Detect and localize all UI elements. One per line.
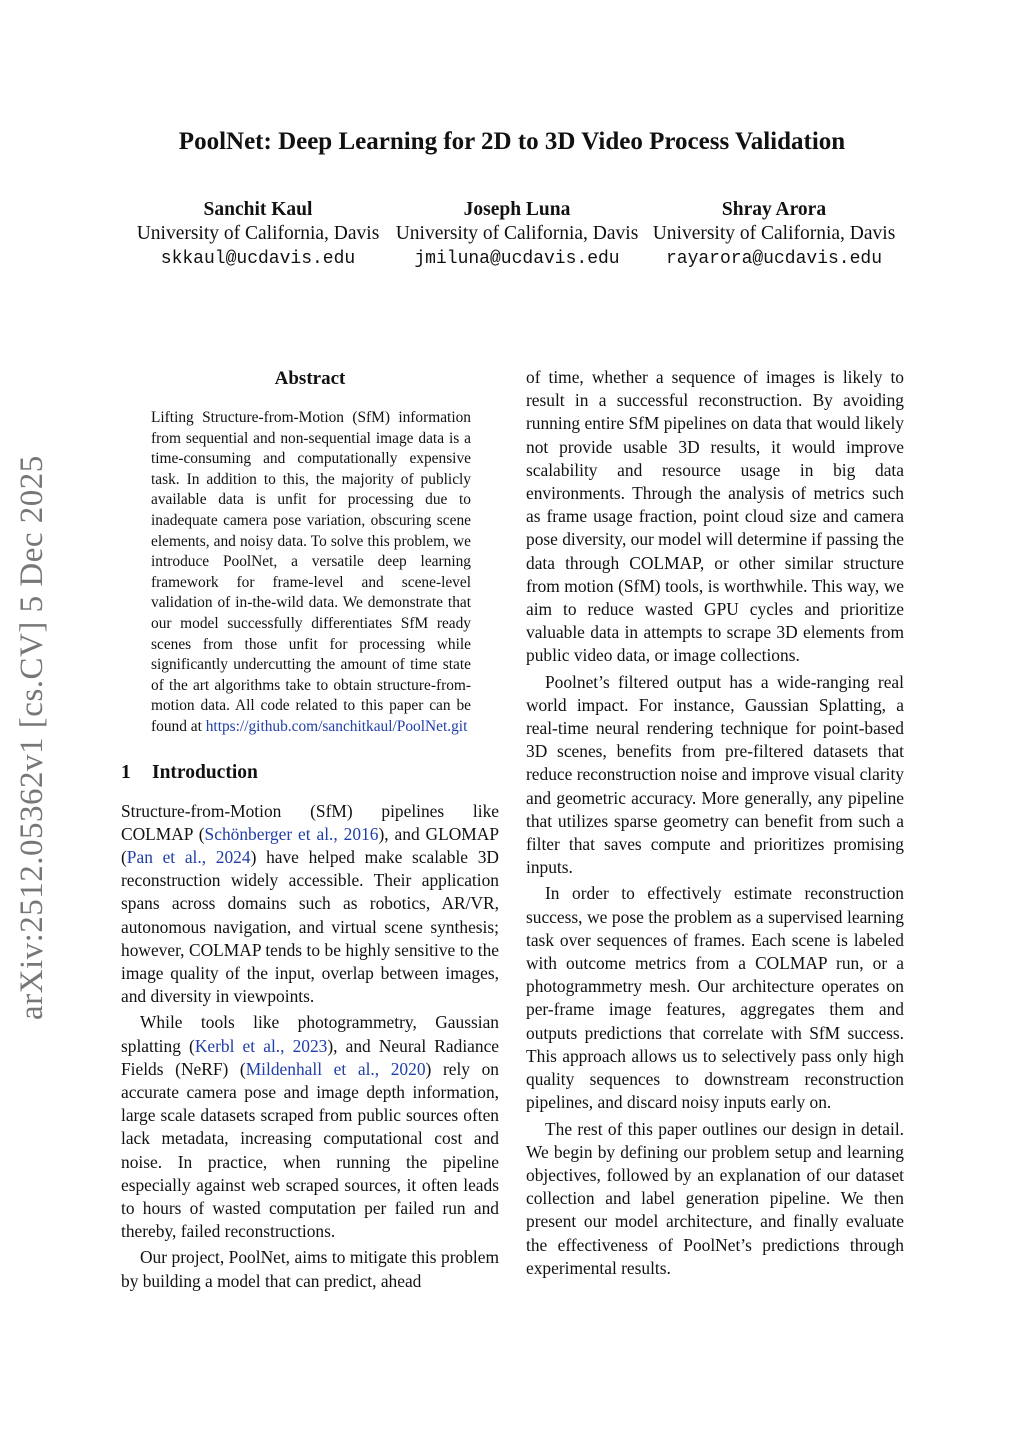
text-span: ), and Neural Radiance Fields (NeRF) ( (121, 1035, 500, 1079)
citation-link[interactable]: Mildenhall et al., 2020 (245, 1058, 426, 1079)
left-column (121, 366, 499, 1293)
citation-link[interactable]: Pan et al., 2024 (126, 846, 251, 867)
author-name: Shray Arora (721, 199, 827, 220)
intro-paragraph-6: The rest of this paper outlines our design in detail. We begin by defining our problem setup and learning objectives, followed by an explanation of our dataset collection and label generation pipeline. We then present our model architecture, and finally evaluate the effectiveness of PoolNet’s predictions through experimental results. (526, 1118, 904, 1278)
author-name: Sanchit Kaul (203, 199, 313, 220)
citation-link[interactable]: Schönberger et al., 2016 (204, 823, 379, 844)
citation-link[interactable]: Kerbl et al., 2023 (194, 1035, 328, 1056)
intro-paragraph-2 (121, 1011, 499, 1243)
author-3 (646, 198, 902, 271)
author-name: Joseph Luna (463, 199, 571, 220)
intro-paragraph-1 (121, 800, 499, 1009)
text-span: ) rely on accurate camera pose and image depth information, large scale datasets scraped from public sources often lack metadata, increasing computational cost and noise. In practice, when running the pipeline especially against web scraped sources, it often leads to hours of wasted computation per failed run and thereby, failed reconstructions. (121, 1058, 500, 1242)
text-span: ) have helped make scalable 3D reconstruction widely accessible. Their application spans across domains such as robotics, AR/VR, autonomous navigation, and virtual scene synthesis; however, COLMAP tends to be highly sensitive to the image quality of the input, overlap between images, and diversity in viewpoints. (121, 846, 499, 1007)
github-link[interactable]: https://github.com/sanchitkaul/PoolNet.git (205, 717, 468, 735)
section-heading-introduction (121, 762, 499, 784)
text-span: ), and GLOMAP ( (121, 823, 499, 867)
author-email[interactable]: skkaul@ucdavis.edu (160, 249, 356, 269)
arxiv-identifier: arXiv:2512.05362v1 [cs.CV] 5 Dec 2025 (14, 455, 50, 1020)
text-span: Structure-from-Motion (SfM) pipelines like COLMAP ( (121, 800, 499, 844)
abstract-heading: Abstract (274, 368, 346, 389)
abstract-text: Lifting Structure-from-Motion (SfM) information from sequential and non-sequential image data is a time-consuming and computationally expensive task. In addition to this, the majority of publicly available data is unfit for processing due to inadequate camera pose variation, obscuring scene elements, and noisy data. To solve this problem, we introduce PoolNet, a versatile deep learning framework for frame-level and scene-level validation of in-the-wild data. We demonstrate that our model successfully differentiates SfM ready scenes from those unfit for processing while significantly undercutting the amount of time state of the art algorithms take to obtain structure-from-motion data. All code related to this paper can be found at (151, 409, 471, 735)
author-affiliation: University of California, Davis (395, 223, 639, 244)
section-title: Introduction (152, 761, 258, 783)
right-column (526, 366, 904, 1280)
section-number: 1 (121, 761, 131, 783)
author-affiliation: University of California, Davis (136, 223, 380, 244)
author-2 (389, 198, 645, 271)
author-email[interactable]: jmiluna@ucdavis.edu (414, 249, 620, 269)
intro-paragraph-3-start: Our project, PoolNet, aims to mitigate this problem by building a model that can predict, ahead (121, 1247, 499, 1291)
intro-paragraph-5: In order to effectively estimate reconstruction success, we pose the problem as a supervised learning task over sequences of frames. Each scene is labeled with outcome metrics from a COLMAP run, or a photogrammetry mesh. Our architecture operates on per-frame image features, aggregates them and outputs predictions that correlate with SfM success. This approach allows us to selectively pass only high quality sequences to downstream reconstruction pipelines, and discard noisy inputs early on. (526, 883, 904, 1113)
paper-title: PoolNet: Deep Learning for 2D to 3D Video Process Validation (178, 128, 846, 155)
author-affiliation: University of California, Davis (652, 223, 896, 244)
intro-paragraph-3-continued: of time, whether a sequence of images is likely to result in a successful reconstruction. By avoiding running entire SfM pipelines on data that would likely not provide usable 3D results, it would improve scalability and resource usage in big data environments. Through the analysis of metrics such as frame usage fraction, point cloud size and camera pose diversity, our model will determine if passing the data through COLMAP, or other similar structure from motion (SfM) tools, is worthwhile. This way, we aim to reduce wasted GPU cycles and prioritize valuable data in attempts to scrape 3D elements from public video data, or image collections. (526, 367, 905, 666)
abstract-body (151, 408, 471, 738)
intro-paragraph-4: Poolnet’s filtered output has a wide-ranging real world impact. For instance, Gaussian Splatting, a real-time neural rendering technique for point-based 3D scenes, benefits from pre-filtered datasets that reduce reconstruction noise and improve visual clarity and geometric accuracy. More generally, any pipeline that utilizes sparse geometry can benefit from such a filter that saves compute and prioritizes promising inputs. (526, 671, 904, 878)
text-span: While tools like photogrammetry, Gaussian splatting ( (121, 1012, 499, 1056)
author-email[interactable]: rayarora@ucdavis.edu (665, 249, 883, 269)
author-1 (130, 198, 386, 271)
